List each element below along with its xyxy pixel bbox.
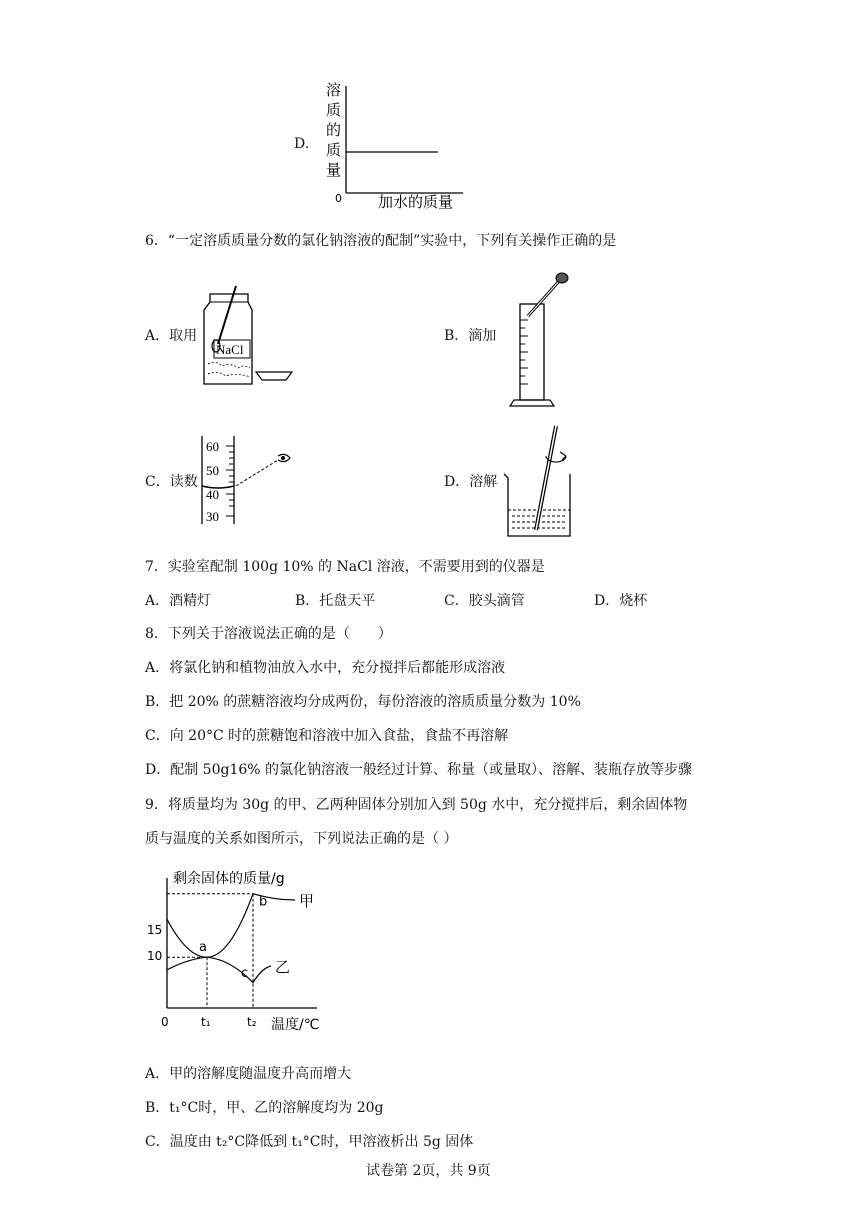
- cylinder-tick: 40: [206, 487, 219, 502]
- q6-figure-b: [506, 270, 576, 410]
- page-footer: 试卷第 2页，共 9页: [366, 1163, 491, 1179]
- q5-ylabel-char: 质: [326, 141, 342, 159]
- q5-ylabel-char: 的: [326, 121, 342, 139]
- q8-stem: 8．下列关于溶液说法正确的是（ ）: [145, 626, 392, 642]
- q6-figure-c: [198, 434, 298, 526]
- q6-figure-d: [500, 424, 590, 540]
- q5-option-d-label: D.: [294, 136, 310, 152]
- q9-option: A．甲的溶解度随温度升高而增大: [145, 1066, 352, 1082]
- q7-option: A．酒精灯: [145, 593, 212, 609]
- chart-y-tick: 10: [147, 949, 163, 963]
- q9-option: C．温度由 t₂°C降低到 t₁°C时，甲溶液析出 5g 固体: [145, 1134, 474, 1150]
- chart-series-line: [167, 894, 295, 958]
- q6-option-d: D．溶解: [444, 474, 498, 490]
- spatula: [218, 286, 236, 344]
- chart-x-tick: t₂: [247, 1015, 257, 1029]
- q5-ylabel-char: 量: [326, 161, 342, 179]
- q8-option: C．向 20°C 时的蔗糖饱和溶液中加入食盐，食盐不再溶解: [145, 728, 509, 744]
- chart-series-name: 乙: [275, 958, 291, 976]
- q5-ylabel-char: 溶: [326, 81, 342, 99]
- chart-annotation: c: [241, 966, 249, 982]
- q6-figure-a: [196, 282, 296, 388]
- q6-option-c: C．读数: [145, 474, 198, 490]
- q8-option: D．配制 50g16% 的氯化钠溶液一般经过计算、称量（或量取）、溶解、装瓶存放等步骤: [145, 762, 693, 778]
- q9-stem: 9．将质量均为 30g 的甲、乙两种固体分别加入到 50g 水中，充分搅拌后，剩余固体物: [145, 797, 688, 813]
- q7-option: B．托盘天平: [295, 593, 376, 609]
- sight-line: [236, 460, 278, 486]
- q5-xlabel: 加水的质量: [378, 193, 454, 211]
- q5-ylabel-char: 质: [326, 101, 342, 119]
- chart-series-name: 甲: [299, 892, 315, 910]
- weighing-dish: [256, 372, 292, 380]
- chart-x-tick: 0: [161, 1015, 169, 1029]
- chart-annotation: a: [199, 940, 207, 956]
- q7-option: D．烧杯: [594, 593, 648, 609]
- chart-y-tick: 15: [147, 923, 163, 937]
- q6-option-b: B．滴加: [444, 328, 497, 344]
- q8-option: A．将氯化钠和植物油放入水中，充分搅拌后都能形成溶液: [145, 660, 506, 676]
- cylinder-tick: 60: [206, 439, 219, 454]
- chart-series-line: [167, 957, 271, 982]
- q6-option-a: A．取用: [145, 328, 198, 344]
- q5-graph: [318, 76, 468, 214]
- q5-origin: 0: [335, 192, 342, 205]
- chart-annotation: b: [259, 894, 268, 910]
- q9-stem: 质与温度的关系如图所示，下列说法正确的是（ ）: [145, 831, 458, 847]
- q9-option: B．t₁°C时，甲、乙的溶解度均为 20g: [145, 1100, 384, 1116]
- q8-option: B．把 20% 的蔗糖溶液均分成两份，每份溶液的溶质质量分数为 10%: [145, 694, 581, 710]
- reagent-bottle: [204, 294, 252, 384]
- q7-stem: 7．实验室配制 100g 10% 的 NaCl 溶液，不需要用到的仪器是: [145, 559, 545, 575]
- dropper-bulb: [556, 273, 568, 283]
- q7-option: C．胶头滴管: [444, 593, 525, 609]
- q9-chart: [145, 866, 325, 1034]
- bottle-label: NaCl: [216, 342, 244, 357]
- cylinder-tick: 30: [206, 509, 219, 524]
- cylinder-tick: 50: [206, 463, 219, 478]
- chart-ylabel: 剩余固体的质量/g: [173, 871, 285, 887]
- q6-stem: 6．“一定溶质质量分数的氯化钠溶液的配制”实验中，下列有关操作正确的是: [145, 233, 617, 249]
- chart-xlabel: 温度/℃: [271, 1017, 320, 1033]
- chart-x-tick: t₁: [201, 1015, 211, 1029]
